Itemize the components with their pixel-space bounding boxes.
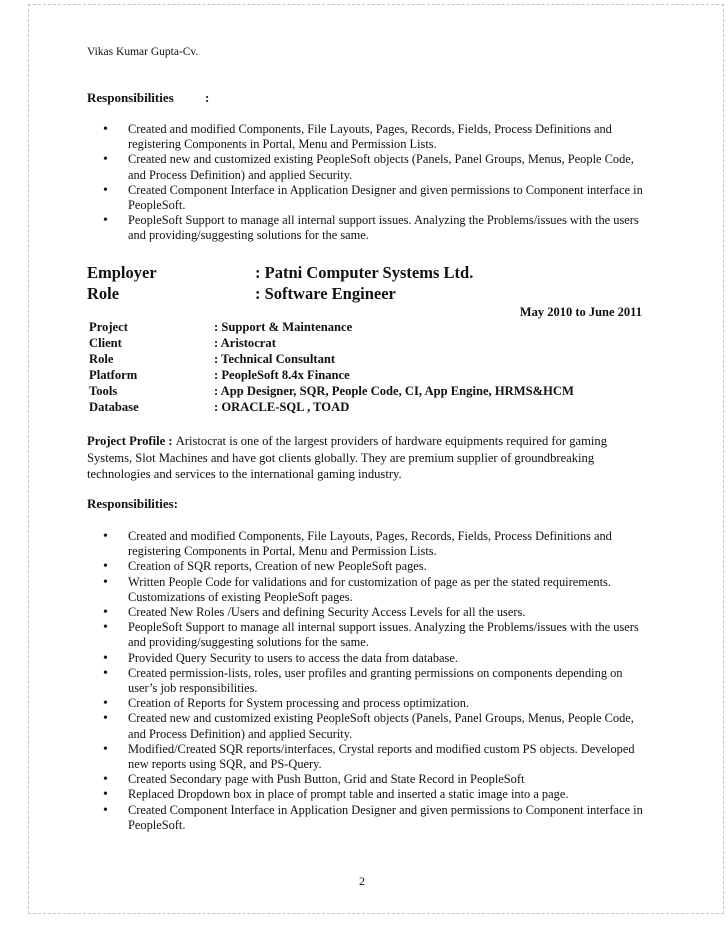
list-item: • PeopleSoft Support to manage all internal support issues. Analyzing the Problems/issues with the users and providing/suggesting solutions for the same. <box>103 620 639 650</box>
project-row: Database : ORACLE-SQL , TOAD <box>89 400 350 414</box>
bullet-icon: • <box>103 802 108 818</box>
bullet-icon: • <box>103 711 108 727</box>
page-number: 2 <box>359 874 365 888</box>
bullet-icon: • <box>103 772 108 788</box>
list-item: • Written People Code for validations and for customization of page as per the stated requirements. Customizations of existing PeopleSoft pages. <box>103 574 611 604</box>
bullet-icon: • <box>103 696 108 712</box>
project-row: Project : Support & Maintenance <box>89 320 353 334</box>
list-item: • Created New Roles /Users and defining Security Access Levels for all the users. <box>103 605 526 621</box>
responsibilities-list-1 <box>87 122 647 244</box>
list-item: • Modified/Created SQR reports/interfaces, Crystal reports and modified custom PS objects. Developed new reports using SQR, and PS-Query. <box>103 741 635 772</box>
employer-row <box>87 263 474 283</box>
project-row: Tools : App Designer, SQR, People Code, CI, App Engine, HRMS&HCM <box>89 384 574 398</box>
role-row <box>87 284 396 304</box>
role-value: : Software Engineer <box>255 284 396 303</box>
project-row: Client : Aristocrat <box>89 336 276 350</box>
list-item: • Created new and customized existing PeopleSoft objects (Panels, Panel Groups, Menus, People Code, and Process Definition) and applied Security. <box>103 152 634 182</box>
bullet-icon: • <box>103 620 108 636</box>
responsibilities-heading-2: Responsibilities: <box>87 496 179 511</box>
project-profile-label: Project Profile <box>87 434 166 448</box>
bullet-icon: • <box>103 152 108 168</box>
employer-label: Employer <box>87 263 157 282</box>
bullet-icon: • <box>103 787 108 803</box>
list-item: • Created and modified Components, File Layouts, Pages, Records, Fields, Process Definitions and registering Components in Portal, Menu and Permission Lists. <box>103 529 612 559</box>
bullet-icon: • <box>103 122 108 137</box>
list-item: • Created Component Interface in Application Designer and given permissions to Component interface in PeopleSoft. <box>103 182 643 213</box>
bullet-icon: • <box>103 213 108 229</box>
bullet-icon: • <box>103 650 108 666</box>
employer-value: : Patni Computer Systems Ltd. <box>255 263 474 282</box>
project-row: Platform : PeopleSoft 8.4x Finance <box>89 368 350 382</box>
bullet-icon: • <box>103 665 108 681</box>
project-row: Role : Technical Consultant <box>89 352 336 366</box>
list-item: • Provided Query Security to users to access the data from database. <box>103 650 458 666</box>
bullet-icon: • <box>103 559 108 575</box>
bullet-icon: • <box>103 741 108 757</box>
responsibilities-heading-1: Responsibilities <box>87 90 174 105</box>
responsibilities-list-2 <box>87 529 647 833</box>
bullet-icon: • <box>103 182 108 198</box>
list-item: • Created permission-lists, roles, user profiles and granting permissions on components depending on user’s job responsibilities. <box>103 665 623 696</box>
bullet-icon: • <box>103 605 108 621</box>
responsibilities-colon: : <box>205 90 210 105</box>
bullet-icon: • <box>103 574 108 590</box>
employment-dates: May 2010 to June 2011 <box>519 305 642 319</box>
role-label: Role <box>87 284 120 303</box>
list-item: • Replaced Dropdown box in place of prompt table and inserted a static image into a page. <box>103 787 569 803</box>
project-profile: Project Profile : Aristocrat is one of the largest providers of hardware equipments required for gaming Systems, Slot Machines and have got clients globally. They are premium supplier of groundbreaking technologies and services to the international gaming industry. <box>87 434 608 481</box>
bullet-icon: • <box>103 529 108 544</box>
document-header: Vikas Kumar Gupta-Cv. <box>87 46 199 58</box>
list-item: • Created new and customized existing PeopleSoft objects (Panels, Panel Groups, Menus, People Code, and Process Definition) and applied Security. <box>103 711 634 741</box>
list-item: • PeopleSoft Support to manage all internal support issues. Analyzing the Problems/issues with the users and providing/suggesting solutions for the same. <box>103 213 639 243</box>
list-item: • Creation of Reports for System processing and process optimization. <box>103 696 470 712</box>
list-item: • Creation of SQR reports, Creation of new PeopleSoft pages. <box>103 559 427 575</box>
list-item: • Created Component Interface in Application Designer and given permissions to Component interface in PeopleSoft. <box>103 802 643 832</box>
list-item: • Created and modified Components, File Layouts, Pages, Records, Fields, Process Definitions and registering Components in Portal, Menu and Permission Lists. <box>103 122 612 152</box>
list-item: • Created Secondary page with Push Button, Grid and State Record in PeopleSoft <box>103 772 525 788</box>
project-profile-text: Aristocrat is one of the largest providers of hardware equipments required for gaming Systems, Slot Machines and have got clients globally. They are premium supplier of groundbreaking technologies and services to the international gaming industry. <box>87 434 608 481</box>
